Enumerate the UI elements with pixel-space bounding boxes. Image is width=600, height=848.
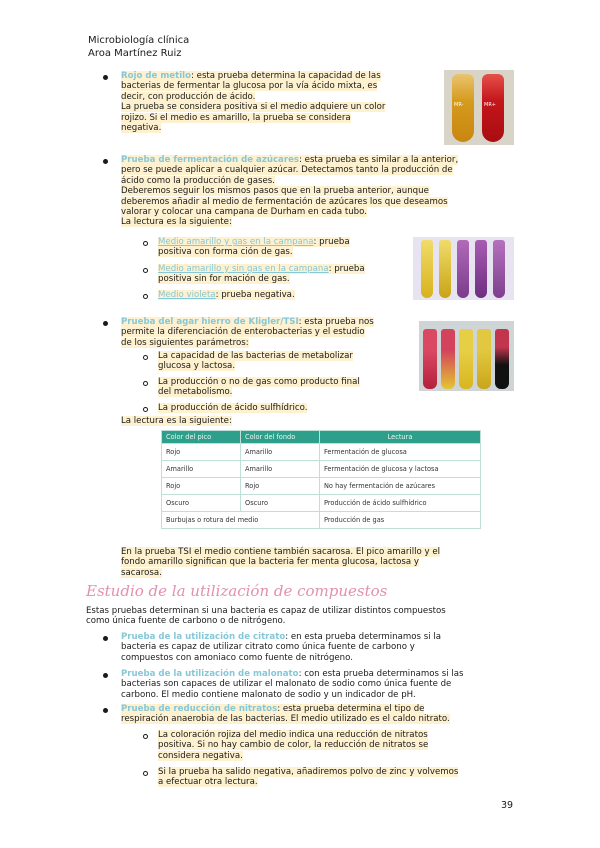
tube-violet-icon — [475, 240, 487, 298]
table-cell: Amarillo — [162, 461, 241, 478]
kligler-param-3: La producción de ácido sulfhídrico. — [158, 403, 308, 413]
fermentacion-item-1: Medio amarillo y gas en la campana: prueba positiva con forma ción de gas. — [158, 237, 350, 258]
table-row — [162, 444, 481, 461]
malonato-paragraph: Prueba de la utilización de malonato: con esta prueba determinamos si las bacterias son capaces de utilizar el malonato de sodio como única fuente de carbono. El medio contiene malonato de sodio y un indicador de pH. — [121, 669, 464, 700]
table-cell: Rojo — [241, 478, 320, 495]
table-cell: Amarillo — [241, 444, 320, 461]
nitratos-term: Prueba de reducción de nitratos — [121, 704, 278, 714]
citrato-term: Prueba de la utilización de citrato — [121, 632, 286, 642]
tube-positive-icon — [482, 74, 504, 142]
fermentacion-item-3: Medio violeta: prueba negativa. — [158, 290, 295, 300]
tube-yellow-icon — [477, 329, 491, 389]
kligler-lectura: La lectura es la siguiente: — [121, 416, 232, 426]
tsi-tubes-photo — [419, 321, 514, 391]
citrato-paragraph: Prueba de la utilización de citrato: en esta prueba determinamos si la bacteria es capaz de utilizar citrato como única fuente de carbono y compuestos con amoniaco como fuente de nitrógeno. — [121, 632, 441, 663]
document-header — [88, 34, 189, 60]
table-cell: Rojo — [162, 478, 241, 495]
table-cell: Oscuro — [162, 495, 241, 512]
nitratos-paragraph: Prueba de reducción de nitratos: esta prueba determina el tipo de respiración anaerobia de las bacterias. El medio utilizado es el caldo nitrato. — [121, 704, 450, 725]
table-cell: Rojo — [162, 444, 241, 461]
table-row — [162, 478, 481, 495]
tube-red-icon — [423, 329, 437, 389]
tube-yellow-icon — [459, 329, 473, 389]
fermentacion-paragraph: Prueba de fermentación de azúcares: esta prueba es similar a la anterior, pero se puede aplicar a cualquier azúcar. Detectamos tanto la producción de ácido como la producción de gases. Deberemos seguir los mismos pasos que en la prueba anterior, aunque deberemos añadir al medio de fermentación de azúcares los que deseamos valorar y colocar una campana de Durham en cada tubo. La lectura es la siguiente: — [121, 155, 459, 228]
fermentacion-term: Prueba de fermentación de azúcares — [121, 155, 300, 165]
tsi-reading-table — [161, 430, 481, 529]
sub-bullet-icon — [143, 241, 148, 246]
bullet-icon — [103, 673, 108, 678]
kligler-param-2: La producción o no de gas como producto final del metabolismo. — [158, 377, 360, 398]
table-cell: Fermentación de glucosa y lactosa — [320, 461, 481, 478]
bullet-icon — [103, 636, 108, 641]
sugar-fermentation-tubes-photo — [413, 237, 514, 300]
section-intro: Estas pruebas determinan si una bacteria es capaz de utilizar distintos compuestos como única fuente de carbono o de nitrógeno. — [86, 606, 446, 627]
kligler-paragraph: Prueba del agar hierro de Kligler/TSI: esta prueba nos permite la diferenciación de enterobacterias y el estudio de los siguientes parámetros: — [121, 317, 374, 348]
section-heading: Estudio de la utilización de compuestos — [86, 582, 388, 600]
bullet-icon — [103, 708, 108, 713]
bullet-icon — [103, 159, 108, 164]
tube-label-positive: MR+ — [484, 102, 496, 108]
sub-bullet-icon — [143, 734, 148, 739]
tube-violet-icon — [493, 240, 505, 298]
sub-bullet-icon — [143, 771, 148, 776]
author-name: Aroa Martínez Ruiz — [88, 48, 182, 59]
kligler-term: Prueba del agar hierro de Kligler/TSI — [121, 317, 299, 327]
bullet-icon — [103, 321, 108, 326]
table-cell: Amarillo — [241, 461, 320, 478]
table-row — [162, 461, 481, 478]
table-cell: Producción de gas — [320, 512, 481, 529]
tube-red-yellow-icon — [441, 329, 455, 389]
page-number: 39 — [501, 800, 514, 811]
bullet-icon — [103, 75, 108, 80]
table-row — [162, 495, 481, 512]
fermentacion-item-2: Medio amarillo y sin gas en la campana: prueba positiva sin for mación de gas. — [158, 264, 365, 285]
sub-bullet-icon — [143, 381, 148, 386]
tube-black-icon — [495, 329, 509, 389]
methyl-red-tubes-photo — [444, 70, 514, 145]
subject-title: Microbiología clínica — [88, 35, 190, 46]
table-cell: No hay fermentación de azúcares — [320, 478, 481, 495]
tsi-note-paragraph: En la prueba TSI el medio contiene también sacarosa. El pico amarillo y el fondo amarillo significan que la bacteria fer menta glucosa, lactosa y sacarosa. — [121, 547, 441, 578]
column-header: Color del pico — [162, 431, 241, 444]
tube-yellow-icon — [439, 240, 451, 298]
nitratos-point-2: Si la prueba ha salido negativa, añadiremos polvo de zinc y volvemos a efectuar otra lectura. — [158, 767, 459, 788]
tube-negative-icon — [452, 74, 474, 142]
sub-bullet-icon — [143, 268, 148, 273]
column-header: Color del fondo — [241, 431, 320, 444]
table-row — [162, 512, 481, 529]
sub-bullet-icon — [143, 407, 148, 412]
tube-label-negative: MR- — [454, 102, 464, 108]
sub-bullet-icon — [143, 355, 148, 360]
sub-bullet-icon — [143, 294, 148, 299]
malonato-term: Prueba de la utilización de malonato — [121, 669, 299, 679]
kligler-param-1: La capacidad de las bacterias de metabolizar glucosa y lactosa. — [158, 351, 353, 372]
table-cell: Oscuro — [241, 495, 320, 512]
rojo-metilo-paragraph: Rojo de metilo: esta prueba determina la capacidad de las bacterias de fermentar la glucosa por la vía ácido mixta, es decir, con producción de ácido. La prueba se considera positiva si el medio adquiere un color rojizo. Si el medio es amarillo, la prueba se considera negativa. — [121, 71, 386, 134]
tube-yellow-icon — [421, 240, 433, 298]
nitratos-point-1: La coloración rojiza del medio indica una reducción de nitratos positiva. Si no hay cambio de color, la reducción de nitratos se considera negativa. — [158, 730, 429, 761]
rojo-metilo-term: Rojo de metilo — [121, 71, 192, 81]
column-header: Lectura — [320, 431, 481, 444]
table-cell: Producción de ácido sulfhídrico — [320, 495, 481, 512]
table-cell: Fermentación de glucosa — [320, 444, 481, 461]
table-cell: Burbujas o rotura del medio — [162, 512, 320, 529]
tube-violet-icon — [457, 240, 469, 298]
table-header-row — [162, 431, 481, 444]
